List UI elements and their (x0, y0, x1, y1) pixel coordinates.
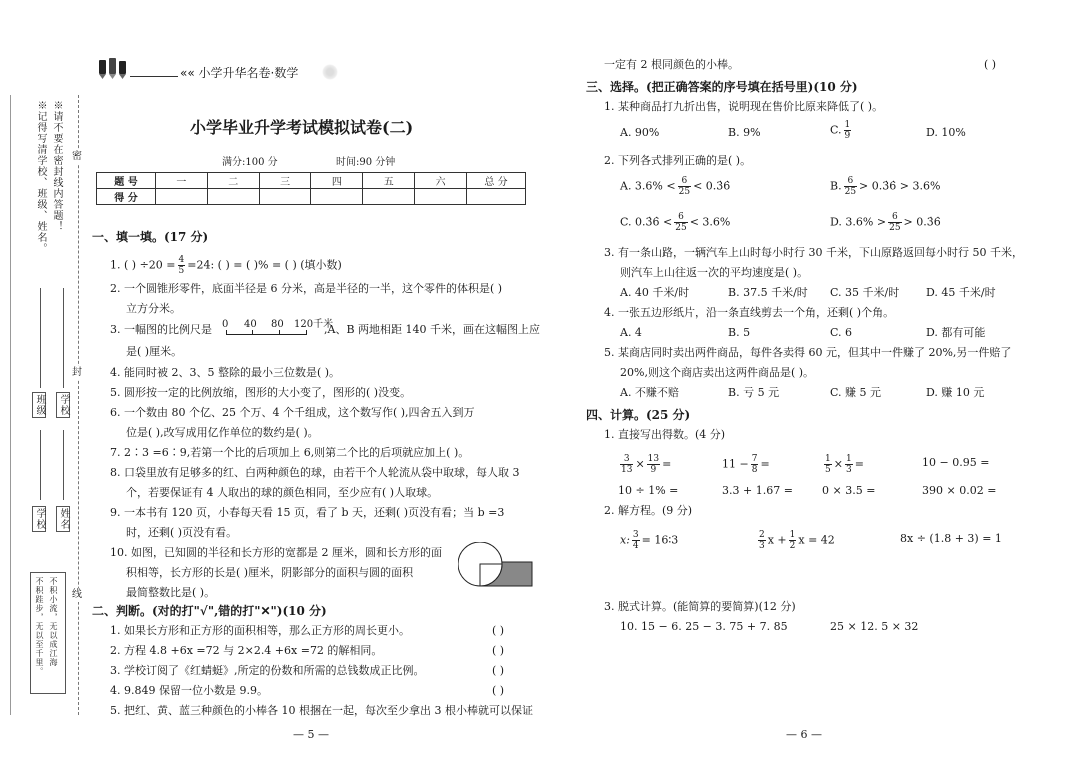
fraction: $\frac{1}{5}$ (825, 454, 831, 475)
q6-a: 6. 一个数由 80 个亿、25 个万、4 个千组成，这个数写作( ),四舍五入到万 (110, 406, 475, 419)
fraction: $\frac{6}{25}$ (889, 212, 901, 233)
choice-2-opt-b: B. $\frac{6}{25}$ > 0.3̇6̇ > 3.6% (830, 176, 941, 197)
q6-b: 位是( ),改写成用亿作单位的数约是( )。 (126, 426, 319, 439)
q10-a: 10. 如图，已知圆的半径和长方形的宽都是 2 厘米，圆和长方形的面 (110, 546, 442, 559)
brand-rule (130, 76, 178, 77)
score-cell: 题 号 (97, 173, 156, 189)
q1-part-a: 1. ( ) ÷20 = (110, 258, 176, 272)
section1-title: 一、填一填。(17 分) (92, 230, 209, 244)
choice-2-opt-d: D. 3.6% > $\frac{6}{25}$ > 0.3̇6̇ (830, 212, 941, 233)
judge-5-answer[interactable]: ( ) (984, 58, 997, 71)
fraction: $\frac{7}{8}$ (751, 454, 758, 475)
q9-a: 9. 一本书有 120 页，小春每天看 15 页，看了 b 天，还剩( )页没有看；当 b =3 (110, 506, 505, 519)
choice-1-opt-b: B. 9% (728, 126, 761, 139)
choice-5-b: 20%,则这个商店卖出这两件商品是( )。 (620, 366, 815, 379)
choice-4-opt-c: C. 6 (830, 326, 853, 339)
judge-4-answer[interactable]: ( ) (492, 684, 505, 697)
choice-1-opt-a: A. 90% (620, 126, 660, 139)
field-school-label-2: 学校 (34, 508, 45, 530)
score-input-cell[interactable] (311, 189, 363, 205)
choice-5-opt-a: A. 不赚不赔 (620, 386, 679, 399)
choice-3-opt-d: D. 45 千米/时 (926, 286, 996, 299)
equation-3: 8x ÷ (1.8 + 3) = 1 (900, 532, 1002, 545)
fraction: $\frac{6}{25}$ (675, 212, 687, 233)
fraction: $\frac{1}{2}$ (789, 530, 796, 551)
brand-title: «« 小学升华名卷·数学 (180, 66, 299, 80)
judge-5: 5. 把红、黄、蓝三种颜色的小棒各 10 根捆在一起，每次至少拿出 3 根小棒就可以保证 (110, 704, 533, 717)
choice-4-opt-d: D. 都有可能 (926, 326, 986, 339)
fraction: $\frac{3}{13}$ (621, 454, 633, 475)
proverb-2: 不积跬步，无以至千里。 (35, 577, 44, 676)
choice-2: 2. 下列各式排列正确的是( )。 (604, 154, 752, 167)
score-cell: 五 (363, 173, 415, 189)
q7: 7. 2∶3 =6∶9,若第一个比的后项加上 6,则第二个比的后项就应加上( )。 (110, 446, 470, 459)
q4: 4. 能同时被 2、3、5 整除的最小三位数是( )。 (110, 366, 341, 379)
seal-line (78, 95, 79, 715)
choice-4-opt-a: A. 4 (620, 326, 642, 339)
judge-1-answer[interactable]: ( ) (492, 624, 505, 637)
q1-fraction: $\frac{4}{5}$ (178, 255, 185, 276)
judge-2: 2. 方程 4.8 +6x =72 与 2×2.4 +6x =72 的解相同。 (110, 644, 383, 657)
judge-3: 3. 学校订阅了《红蜻蜓》,所定的份数和所需的总钱数成正比例。 (110, 664, 425, 677)
q3-c: 是( )厘米。 (126, 345, 183, 358)
calc-1-item-1: $\frac{3}{13}$ × $\frac{13}{9}$ = (621, 454, 672, 475)
expression-1: 10. 15 − 6. 25 − 3. 75 + 7. 85 (620, 620, 788, 633)
field-line-1 (40, 288, 41, 388)
calc-1-title: 1. 直接写出得数。(4 分) (604, 428, 726, 441)
calc-1-item-6: 3.3 + 1.67 = (722, 484, 793, 497)
q2-b: 立方分米。 (126, 302, 181, 315)
scale-label: 120千米 (294, 319, 334, 330)
section2-title: 二、判断。(对的打"√",错的打"✕")(10 分) (92, 604, 327, 618)
q2-a: 2. 一个圆锥形零件，底面半径是 6 分米，高是半径的一半，这个零件的体积是( ) (110, 282, 503, 295)
choice-3-b: 则汽车上山往返一次的平均速度是( )。 (620, 266, 809, 279)
fraction: $\frac{3}{4}$ (632, 530, 639, 551)
q9-b: 时，还剩( )页没有看。 (126, 526, 238, 539)
judge-1: 1. 如果长方形和正方形的面积相等，那么正方形的周长更小。 (110, 624, 410, 637)
judge-3-answer[interactable]: ( ) (492, 664, 505, 677)
score-table-header-row (97, 173, 526, 189)
field-line-4 (63, 430, 64, 500)
section3-title: 三、选择。(把正确答案的序号填在括号里)(10 分) (586, 80, 858, 94)
choice-5-opt-d: D. 赚 10 元 (926, 386, 985, 399)
calc-3-title: 3. 脱式计算。(能简算的要简算)(12 分) (604, 600, 796, 613)
fraction: $\frac{13}{9}$ (647, 454, 660, 475)
section4-title: 四、计算。(25 分) (586, 408, 691, 422)
score-input-cell[interactable] (207, 189, 259, 205)
score-input-cell[interactable] (363, 189, 415, 205)
scale-label: 40 (244, 319, 257, 330)
scale-bar (222, 319, 334, 340)
page-number-left: — 5 — (293, 728, 329, 741)
choice-1: 1. 某种商品打九折出售，说明现在售价比原来降低了( )。 (604, 100, 884, 113)
field-school-label: 学校 (58, 394, 69, 416)
q10-b: 积相等，长方形的长是( )厘米，阴影部分的面积与圆的面积 (126, 566, 414, 579)
scale-label: 80 (271, 319, 284, 330)
q10-c: 最简整数比是( )。 (126, 586, 216, 599)
choice-1-opt-c: C. $\frac{1}{9}$ (830, 120, 851, 141)
choice-5-opt-c: C. 赚 5 元 (830, 386, 882, 399)
score-cell: 六 (415, 173, 467, 189)
choice-2-opt-a: A. 3.6% < $\frac{6}{25}$ < 0.3̇6̇ (620, 176, 731, 197)
choice-3-opt-b: B. 37.5 千米/时 (728, 286, 808, 299)
calc-1-item-7: 0 × 3.5 = (822, 484, 876, 497)
seal-char-xian: 线 (72, 589, 82, 600)
scale-bar-line (226, 334, 306, 335)
q5: 5. 圆形按一定的比例放缩，图形的大小变了，图形的( )没变。 (110, 386, 412, 399)
choice-5-opt-b: B. 亏 5 元 (728, 386, 780, 399)
calc-1-item-3: $\frac{1}{5}$ × $\frac{1}{3}$ = (825, 454, 864, 475)
field-name-label: 姓名 (58, 508, 69, 530)
score-table-score-row (97, 189, 526, 205)
score-input-cell[interactable] (259, 189, 311, 205)
q1-part-b: =24: ( ) = ( )% = ( ) (填小数) (187, 258, 342, 272)
choice-5-a: 5. 某商店同时卖出两件商品，每件各卖得 60 元，但其中一件赚了 20%,另一件赔了 (604, 346, 1012, 359)
score-input-cell[interactable] (467, 189, 526, 205)
field-line-2 (63, 288, 64, 388)
q1 (110, 255, 342, 276)
brand-logo (96, 58, 130, 80)
score-input-cell[interactable] (156, 189, 208, 205)
score-row-label: 得 分 (97, 189, 156, 205)
choice-4-opt-b: B. 5 (728, 326, 751, 339)
seal-char-mi: 密 (72, 151, 82, 162)
calc-1-item-2: 11 − $\frac{7}{8}$ = (722, 454, 770, 475)
choice-3-a: 3. 有一条山路，一辆汽车上山时每小时行 30 千米，下山原路返回每小时行 50 千米， (604, 246, 1023, 259)
choice-1-opt-d: D. 10% (926, 126, 966, 139)
margin-notice: ※请不要在密封线内答题！ (51, 100, 62, 232)
circle-rectangle-figure (458, 542, 534, 590)
left-border-line (10, 95, 11, 715)
q3-b: ,A、B 两地相距 140 千米，画在这幅图上应 (324, 323, 541, 336)
score-cell: 三 (259, 173, 311, 189)
q8-a: 8. 口袋里放有足够多的红、白两种颜色的球，由若干个人轮流从袋中取球，每人取 3 (110, 466, 520, 479)
exam-time: 时间:90 分钟 (336, 157, 396, 168)
seal-char-feng: 封 (72, 367, 82, 378)
calc-2-title: 2. 解方程。(9 分) (604, 504, 693, 517)
fraction: $\frac{6}{25}$ (844, 176, 857, 197)
full-score: 满分:100 分 (222, 157, 278, 168)
exam-title: 小学毕业升学考试模拟试卷(二) (190, 118, 414, 137)
field-class-label: 班级 (34, 394, 45, 416)
page-number-right: — 6 — (786, 728, 822, 741)
flower-decoration-icon (322, 64, 338, 80)
proverb-1: 不积小流，无以成江海 (49, 577, 58, 667)
proverb-box (30, 572, 66, 694)
choice-3-opt-c: C. 35 千米/时 (830, 286, 900, 299)
score-cell: 四 (311, 173, 363, 189)
fraction: $\frac{1}{9}$ (844, 120, 851, 141)
q3-a: 3. 一幅图的比例尺是 (110, 323, 212, 336)
score-cell: 二 (207, 173, 259, 189)
equation-1: x: $\frac{3}{4}$ = 16∶3 (620, 530, 679, 551)
score-input-cell[interactable] (415, 189, 467, 205)
choice-4: 4. 一张五边形纸片，沿一条直线剪去一个角，还剩( )个角。 (604, 306, 895, 319)
equation-2: $\frac{2}{3}$ x + $\frac{1}{2}$ x = 42 (759, 530, 835, 551)
expression-2: 25 × 12. 5 × 32 (830, 620, 919, 633)
margin-notice-2: ※记得写清学校、班级、姓名。 (35, 100, 46, 254)
field-line-3 (40, 430, 41, 500)
fraction: $\frac{1}{3}$ (845, 454, 852, 475)
calc-1-item-8: 390 × 0.02 = (922, 484, 997, 497)
q8-b: 个，若要保证有 4 人取出的球的颜色相同，至少应有( )人取球。 (126, 486, 439, 499)
fraction: $\frac{6}{25}$ (678, 176, 691, 197)
score-cell: 总 分 (467, 173, 526, 189)
scale-label: 0 (222, 319, 229, 330)
choice-2-opt-c: C. 0.3̇6̇ < $\frac{6}{25}$ < 3.6% (620, 212, 731, 233)
calc-1-item-4: 10 − 0.95 = (922, 456, 990, 469)
pencil-logo-icon (96, 58, 130, 80)
judge-5-continued: 一定有 2 根同颜色的小棒。 (604, 58, 739, 71)
calc-1-item-5: 10 ÷ 1% = (618, 484, 679, 497)
score-table (96, 172, 526, 205)
choice-3-opt-a: A. 40 千米/时 (620, 286, 690, 299)
binding-margin (0, 0, 90, 764)
judge-4: 4. 9.849 保留一位小数是 9.9。 (110, 684, 268, 697)
score-cell: 一 (156, 173, 208, 189)
judge-2-answer[interactable]: ( ) (492, 644, 505, 657)
fraction: $\frac{2}{3}$ (759, 530, 765, 551)
